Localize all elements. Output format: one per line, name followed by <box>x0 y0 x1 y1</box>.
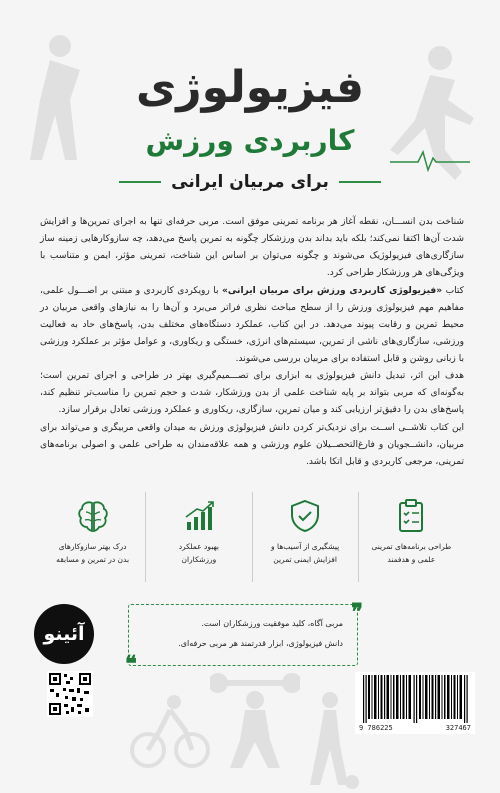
feature-item <box>146 492 252 582</box>
intro-paragraph: شناخت بدن انســـان، نقطه آغاز هر برنامه تمرینی موفق است. مربی حرفه‌ای تنها به اجرای تمرین‌ها و افزایش شدت آن‌ها اکتفا نمی‌کند؛ بلکه باید بداند بدن ورزشکار چگونه به تمرین پاسخ می‌دهد، چه سازوکارهایی زمینه ساز سازگاری‌های فیزیولوژیک می‌شوند و چگونه می‌توان بر اساس این شناخت، تمرینی مؤثر، ایمن و متناسب با ویژگی‌های هر ورزشکار طراحی کرد. <box>40 217 464 278</box>
isbn-barcode <box>355 672 475 734</box>
heartbeat-line-icon <box>390 148 470 174</box>
feature-label: پیشگیری از آسیب‌ها و افزایش ایمنی تمرین <box>271 542 340 564</box>
barcode-number-left: 9 786225 <box>359 724 393 732</box>
brain-icon <box>75 498 111 534</box>
feature-label: درک بهتر سازوکارهای بدن در تمرین و مسابقه <box>56 542 130 564</box>
feature-strip <box>40 492 464 582</box>
feature-item <box>359 492 464 582</box>
divider-line <box>119 181 161 183</box>
open-quote-icon: ❞ <box>351 599 363 625</box>
quote-line: مربی آگاه، کلید موفقیت ورزشکاران است. <box>201 619 343 628</box>
weightlifter-silhouette <box>210 660 300 770</box>
book-title: فیزیولوژی <box>135 62 364 113</box>
book-name-inline: «فیزیولوژی کاربردی ورزش برای مربیان ایرانی» <box>221 286 443 296</box>
audience-paragraph: این کتاب تلاشــی اســت برای نزدیک‌تر کردن دانش فیزیولوژی ورزش به میدان واقعی مربیگری و می‌تواند برای مربیان، دانشــجویان و فارغ‌التحصــیلان علوم ورزشی و همه علاقه‌مندان به طراحی علمی و اصولی برنامه‌های تمرینی، مرجعی کاربردی و قابل اتکا باشد. <box>40 423 464 467</box>
goal-paragraph: هدف این اثر، تبدیل دانش فیزیولوژی به ابزاری برای تصـــمیم‌گیری بهتر در طراحی و اجرای تمرین است؛ به‌گونه‌ای که مربی بتواند بر پایه شناخت علمی از بدن ورزشکار، شدت و حجم تمرین را مناسب‌تر تنظیم کند، پاسخ‌های بدن را دقیق‌تر ارزیابی کند و میان تمرین، سازگاری، ریکاوری و عملکرد ورزشی تعادل برقرار سازد. <box>40 371 464 415</box>
growth-chart-icon <box>181 498 217 534</box>
barcode-number <box>355 724 475 732</box>
feature-label: طراحی برنامه‌های تمرینی علمی و هدفمند <box>371 542 452 564</box>
barcode-number-right: 327467 <box>445 724 471 732</box>
paragraph-text: با رویکردی کاربردی و مبتنی بر اصـــول علمی، مفاهیم مهم فیزیولوژی ورزش را از سطح مباحث نظری فراتر می‌برد و آن‌ها را به نیازهای واقعی مربیان در محیط تمرین و رقابت پیوند می‌دهد. در این کتاب، عملکرد دستگاه‌های مختلف بدن، پاسخ‌های حاد به فعالیت ورزشی، سازگاری‌های ناشی از تمرین، سیستم‌های انرژی، خستگی و ریکاوری، و عوامل مؤثر بر عملکرد ورزشی با زبانی روشن و قابل استفاده برای مربیان بررسی می‌شوند. <box>40 286 464 364</box>
footballer-silhouette <box>300 690 360 790</box>
book-description-paragraph <box>40 283 464 368</box>
quote-box <box>125 599 363 677</box>
publisher-logo: آئینو <box>34 604 94 664</box>
book-tagline: برای مربیان ایرانی <box>171 172 329 192</box>
barcode-bars <box>355 675 475 725</box>
checklist-icon <box>393 498 429 534</box>
qr-code <box>47 671 93 717</box>
cyclist-silhouette <box>130 690 210 770</box>
quote-line: دانش فیزیولوژی، ابزار قدرتمند هر مربی حرفه‌ای. <box>178 639 343 648</box>
feature-label: بهبود عملکرد ورزشکاران <box>178 542 220 564</box>
tagline-row <box>0 172 500 192</box>
shield-check-icon <box>287 498 323 534</box>
paragraph-text: کتاب <box>442 286 464 296</box>
close-quote-icon: ❝ <box>125 651 137 677</box>
divider-line <box>339 181 381 183</box>
feature-item <box>253 492 359 582</box>
book-subtitle: کاربردی ورزش <box>145 124 355 157</box>
feature-item <box>40 492 146 582</box>
